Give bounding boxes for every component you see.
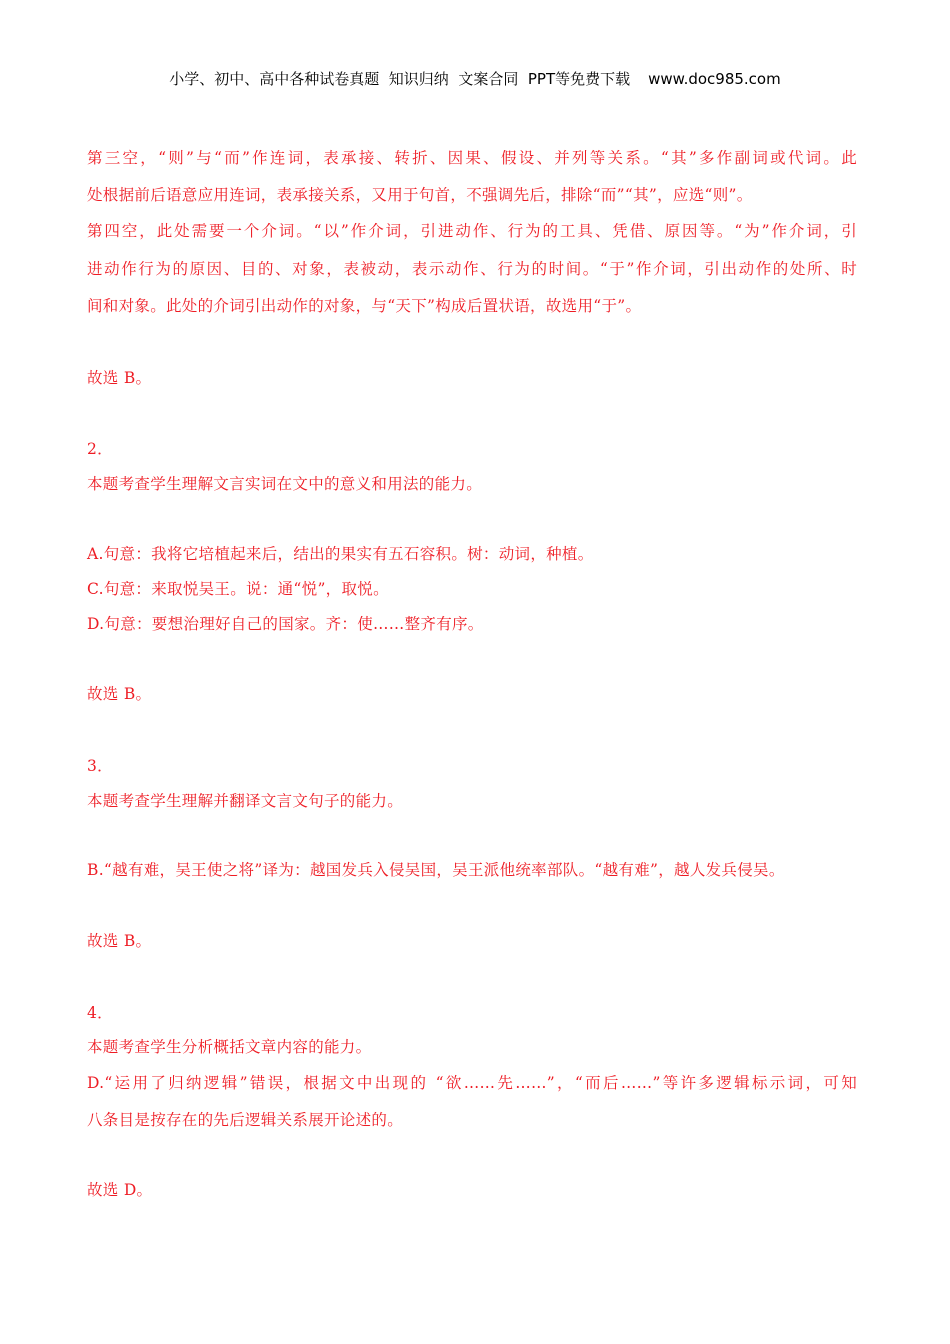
option-d: D.句意：要想治理好自己的国家。齐：使……整齐有序。: [87, 615, 484, 633]
option-a: A.句意：我将它培植起来后，结出的果实有五石容积。树：动词，种植。: [87, 545, 594, 563]
question-intro: 本题考查学生理解并翻译文言文句子的能力。: [87, 792, 404, 810]
header-text: 小学、初中、高中各种试卷真题 知识归纳 文案合同 PPT等免费下载: [169, 70, 631, 88]
body-line: 第三空，“则”与“而”作连词，表承接、转折、因果、假设、并列等关系。“其”多作副词或代词。此: [87, 149, 857, 167]
answer-line: 故选 B。: [87, 685, 152, 703]
answer-line: 故选 B。: [87, 369, 152, 387]
body-line: 进动作行为的原因、目的、对象，表被动，表示动作、行为的时间。“于”作介词，引出动作的处所、时: [87, 260, 857, 278]
page-header: [0, 68, 950, 89]
header-url[interactable]: www.doc985.com: [648, 70, 781, 88]
body-line: 处根据前后语意应用连词，表承接关系，又用于句首，不强调先后，排除“而”“其”，应选“则”。: [87, 186, 753, 204]
body-line: 第四空，此处需要一个介词。“以”作介词，引进动作、行为的工具、凭借、原因等。“为”作介词，引: [87, 222, 857, 240]
option-d-continued: 八条目是按存在的先后逻辑关系展开论述的。: [87, 1111, 404, 1129]
question-intro: 本题考查学生分析概括文章内容的能力。: [87, 1038, 372, 1056]
question-number: 3．: [87, 757, 113, 775]
body-line: 间和对象。此处的介词引出动作的对象，与“天下”构成后置状语，故选用“于”。: [87, 297, 642, 315]
answer-line: 故选 B。: [87, 932, 152, 950]
option-d: D.“运用了归纳逻辑”错误，根据文中出现的 “欲……先……”，“而后……”等许多逻辑标示词，可知: [87, 1074, 857, 1092]
answer-line: 故选 D。: [87, 1181, 153, 1199]
question-number: 2．: [87, 440, 113, 458]
option-b: B.“越有难，吴王使之将”译为：越国发兵入侵吴国，吴王派他统率部队。“越有难”，越人发兵侵吴。: [87, 861, 785, 879]
question-intro: 本题考查学生理解文言实词在文中的意义和用法的能力。: [87, 475, 483, 493]
question-number: 4．: [87, 1004, 113, 1022]
option-c: C.句意：来取悦吴王。说：通“悦”，取悦。: [87, 580, 389, 598]
